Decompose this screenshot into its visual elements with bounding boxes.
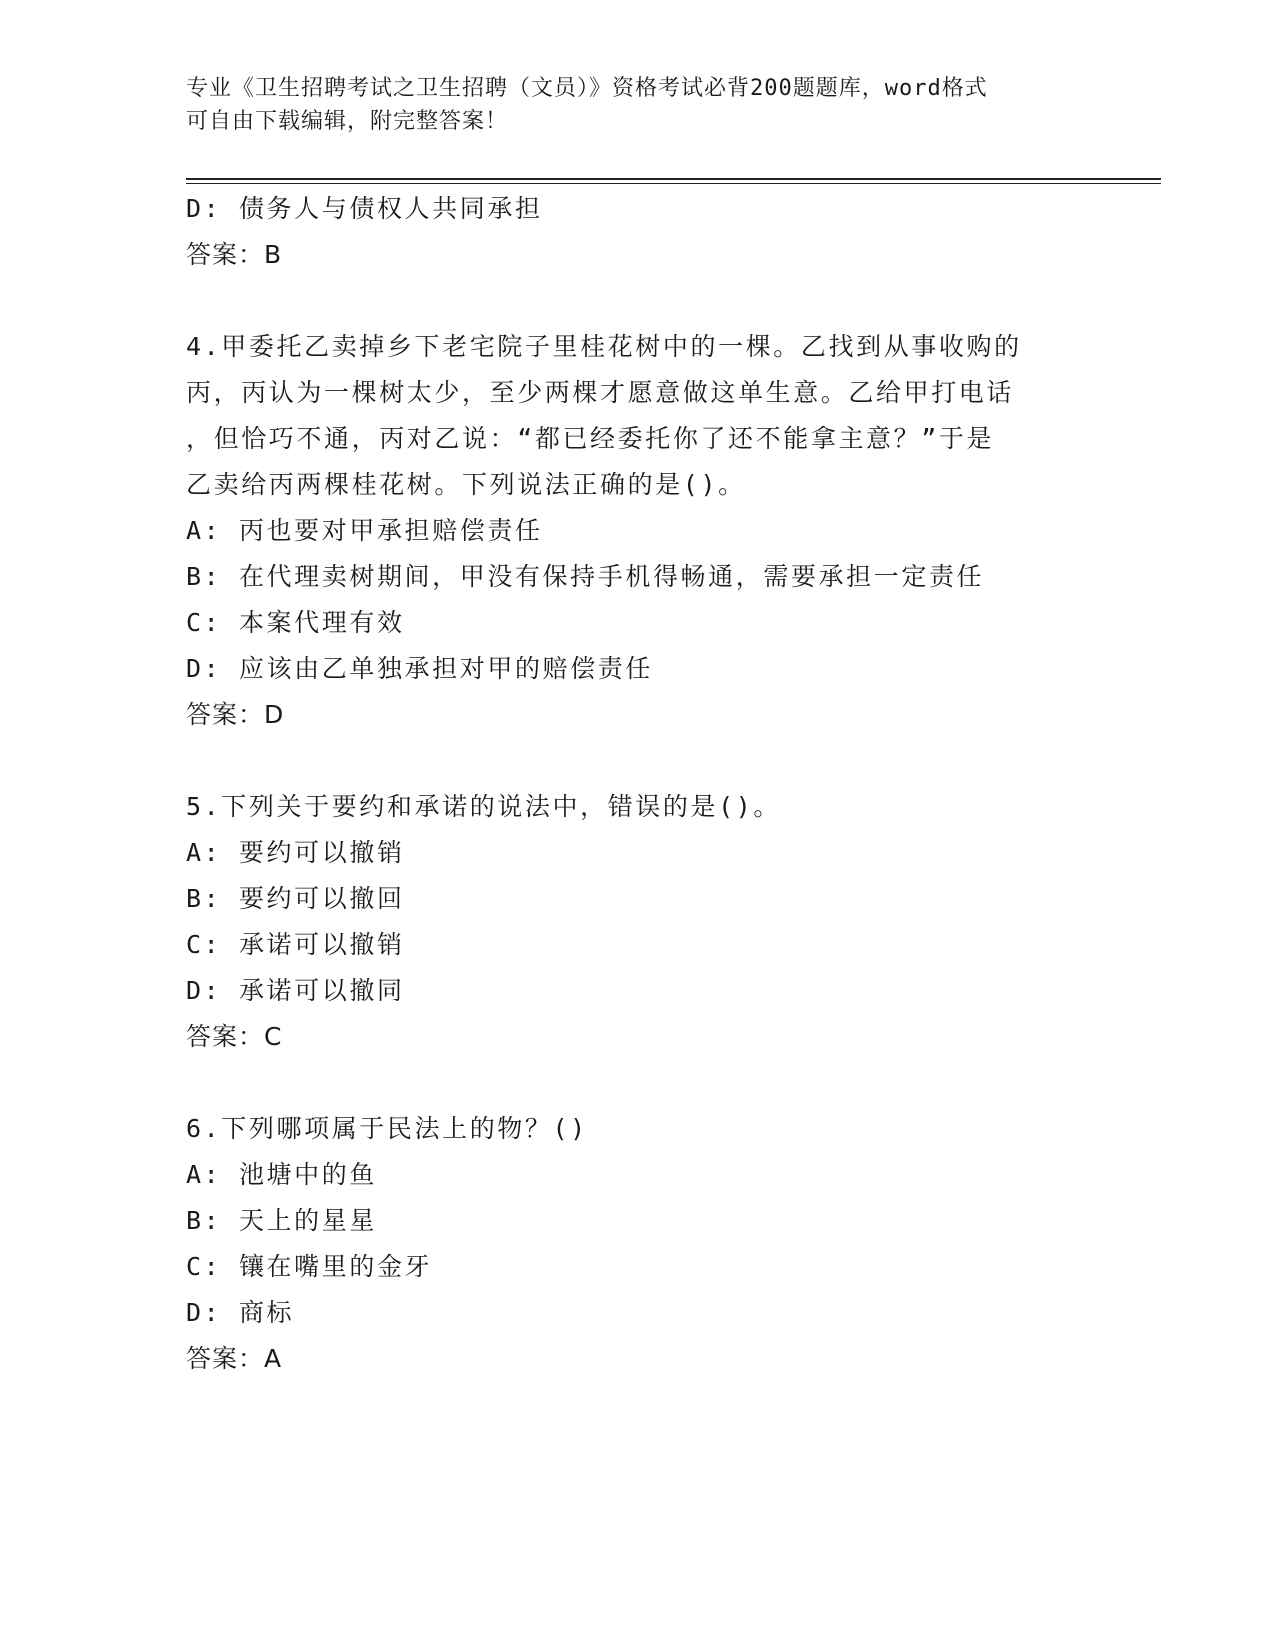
option-d: D: 债务人与债权人共同承担	[186, 194, 543, 223]
option-c: C: 镶在嘴里的金牙	[186, 1252, 433, 1281]
question-5	[186, 784, 1086, 1060]
question-6	[186, 1106, 1086, 1382]
question-stem-line: 4.甲委托乙卖掉乡下老宅院子里桂花树中的一棵。乙找到从事收购的	[186, 332, 1022, 361]
option-c: C: 承诺可以撤销	[186, 930, 405, 959]
question-stem-line: 5.下列关于要约和承诺的说法中，错误的是()。	[186, 792, 782, 821]
option-a: A: 丙也要对甲承担赔偿责任	[186, 516, 543, 545]
option-a: A: 要约可以撤销	[186, 838, 405, 867]
question-stem-line: 乙卖给丙两棵桂花树。下列说法正确的是()。	[186, 470, 746, 499]
header-title-line-1: 专业《卫生招聘考试之卫生招聘（文员）》资格考试必背200题题库，word格式	[186, 76, 988, 101]
option-c: C: 本案代理有效	[186, 608, 405, 637]
question-spacer	[186, 1060, 1086, 1106]
option-d: D: 承诺可以撤同	[186, 976, 405, 1005]
header-divider-thick	[186, 178, 1161, 180]
option-b: B: 在代理卖树期间，甲没有保持手机得畅通，需要承担一定责任	[186, 562, 985, 591]
header-title-line-2: 可自由下载编辑，附完整答案！	[186, 109, 509, 134]
document-header	[186, 72, 1086, 138]
header-divider-thin	[186, 183, 1161, 184]
question-spacer	[186, 278, 1086, 324]
question-4	[186, 324, 1086, 738]
question-stem-line: 6.下列哪项属于民法上的物？()	[186, 1114, 588, 1143]
answer-line: 答案：C	[186, 1022, 283, 1051]
option-d: D: 商标	[186, 1298, 295, 1327]
answer-line: 答案：B	[186, 240, 283, 269]
option-b: B: 天上的星星	[186, 1206, 377, 1235]
question-stem-line: 丙，丙认为一棵树太少，至少两棵才愿意做这单生意。乙给甲打电话	[186, 378, 1015, 407]
option-a: A: 池塘中的鱼	[186, 1160, 377, 1189]
answer-line: 答案：D	[186, 700, 285, 729]
option-d: D: 应该由乙单独承担对甲的赔偿责任	[186, 654, 653, 683]
question-3-tail	[186, 186, 1086, 278]
question-list	[186, 186, 1086, 1382]
question-stem-line: ，但恰巧不通，丙对乙说：“都已经委托你了还不能拿主意？”于是	[186, 424, 995, 453]
option-b: B: 要约可以撤回	[186, 884, 405, 913]
answer-line: 答案：A	[186, 1344, 283, 1373]
question-spacer	[186, 738, 1086, 784]
